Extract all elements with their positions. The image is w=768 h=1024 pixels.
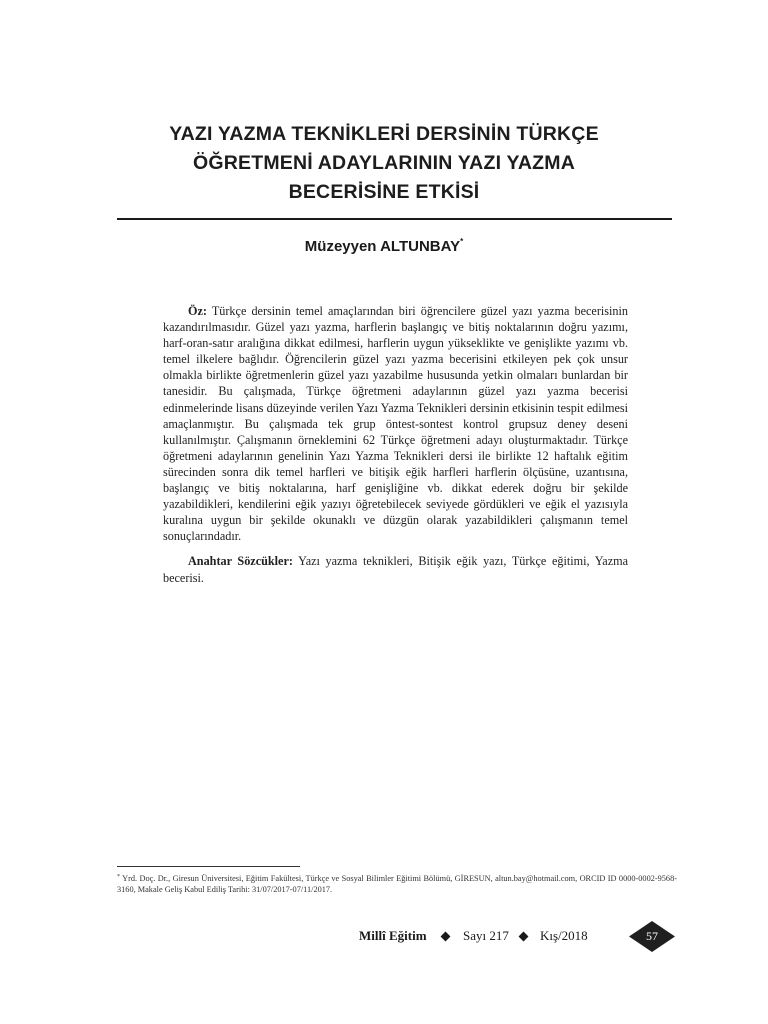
- issue-season: Kış/2018: [540, 928, 588, 943]
- page-number: 57: [646, 929, 658, 943]
- title-line-1: YAZI YAZMA TEKNİKLERİ DERSİNİN TÜRKÇE: [169, 123, 599, 145]
- abstract-text: Türkçe dersinin temel amaçlarından biri öğrencilere güzel yazı yazma becerisinin kazandırılmasıdır. Güzel yazı yazma, harflerin başlangıç ve bitiş noktalarının doğru yazımı, harf-oran-satır aralığına dikkat edilmesi, harflerin uygun yükseklikte ve genişlikte yazımı vb. temel ilkelere bağlıdır. Öğrencilerin güzel yazı yazma becerisini etkileyen pek çok unsur olmakla birlikte öğretmenlerin güzel yazı yazabilme hususunda yetkin olmaları bunlardan bir tanesidir. Bu çalışmada, Türkçe öğretmeni adaylarının güzel yazı yazma becerisi edinmelerinde lisans düzeyinde verilen Yazı Yazma Teknikleri dersinin etkisinin tespit edilmesi amaçlanmıştır. Bu çalışmada tek grup öntest-sontest kontrol grupsuz deney deseni kullanılmıştır. Çalışmanın örneklemini 62 Türkçe öğretmeni adayı oluşturmaktadır. Türkçe öğretmeni adaylarının genelinin Yazı Yazma Teknikleri dersi ile birlikte 12 haftalık eğitim sürecinden sonra dik temel harfleri ve bitişik eğik harfleri harflerin ölçüsüne, uzantısına, başlangıç ve bitiş noktalarına, harf genişliğine vb. dikkat ederek doğru bir şekilde yazabildikleri, kendilerini eğik yazıyı öğretebilecek seviyede gördükleri ve eğik el yazısıyla kuralına uygun bir şekilde okunaklı ve düzgün olarak yazabildikleri çalışmanın temel sonuçlarındadır.: [163, 304, 628, 544]
- title-line-2: ÖĞRETMENİ ADAYLARININ YAZI YAZMA: [192, 152, 575, 174]
- footnote-text: Yrd. Doç. Dr., Giresun Üniversitesi, Eğitim Fakültesi, Türkçe ve Sosyal Bilimler Eğitimi Bölümü, GİRESUN, altun.bay@hotmail.com, ORCID ID 0000-0002-9568-3160, Makale Geliş Kabul Ediliş Tarihi: 31/07/2017-07/11/2017.: [117, 874, 677, 895]
- title-rule: [117, 218, 672, 220]
- keywords-label: Anahtar Sözcükler:: [188, 554, 293, 569]
- footnote-marker: *: [117, 874, 120, 880]
- article-title: [96, 120, 672, 207]
- issue-number: Sayı 217: [463, 928, 509, 943]
- page-number-badge: [628, 920, 676, 953]
- keywords-text: Yazı yazma teknikleri, Bitişik eğik yazı, Türkçe eğitimi, Yazma becerisi.: [163, 554, 628, 585]
- author-name: Müzeyyen ALTUNBAY: [304, 238, 461, 255]
- diamond-icon: [441, 932, 451, 942]
- abstract: [163, 303, 628, 586]
- footnote-rule: [117, 866, 300, 867]
- keywords-paragraph: [163, 553, 628, 585]
- abstract-label: Öz:: [188, 304, 207, 318]
- author-footnote-marker[interactable]: *: [460, 237, 464, 246]
- journal-name: Millî Eğitim: [359, 928, 427, 943]
- author: [96, 232, 672, 257]
- abstract-paragraph: [163, 303, 628, 544]
- title-line-3: BECERİSİNE ETKİSİ: [288, 181, 480, 203]
- footnote: [117, 872, 677, 896]
- diamond-icon: [519, 932, 529, 942]
